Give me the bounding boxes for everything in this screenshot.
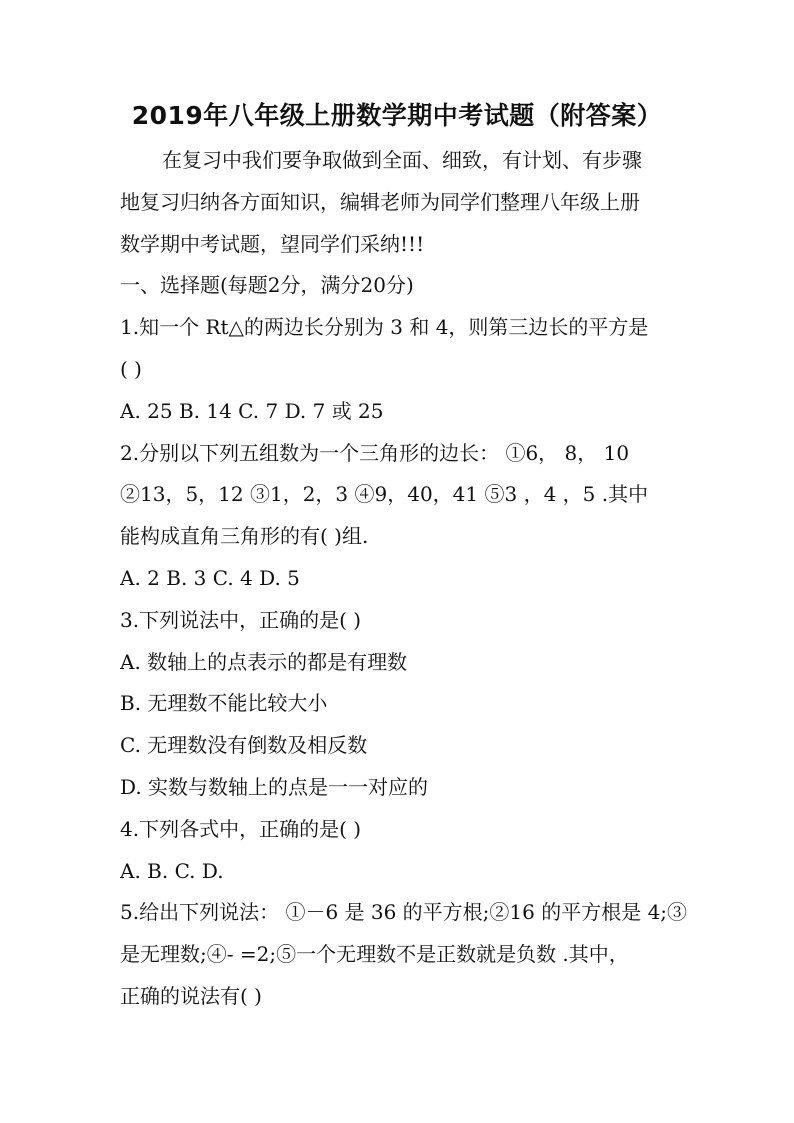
question-2-stem: 2.分别以下列五组数为一个三角形的边长： ①6， 8， 10 xyxy=(120,440,630,465)
section-heading: 一、选择题(每题2分，满分20分) xyxy=(120,273,414,298)
question-3-option-d: D. 实数与数轴上的点是一一对应的 xyxy=(120,774,429,799)
intro-line: 数学期中考试题，望同学们采纳!!! xyxy=(120,231,425,256)
question-3-stem: 3.下列说法中，正确的是( ) xyxy=(120,607,362,632)
question-1-stem: 1.知一个 Rt△的两边长分别为 3 和 4，则第三边长的平方是 xyxy=(120,315,649,340)
question-5-stem: 5.给出下列说法： ①－6 是 36 的平方根;②16 的平方根是 4;③ xyxy=(120,900,688,925)
question-3-option-b: B. 无理数不能比较大小 xyxy=(120,691,328,716)
question-5-stem-end: 正确的说法有( ) xyxy=(120,983,262,1008)
question-4-options: A. B. C. D. xyxy=(120,858,224,883)
question-3-option-a: A. 数轴上的点表示的都是有理数 xyxy=(120,649,408,674)
question-2-stem-continued: ②13，5，12 ③1，2，3 ④9，40，41 ⑤3 ，4 ，5 .其中 xyxy=(120,482,649,507)
question-5-stem-continued: 是无理数;④- =2;⑤一个无理数不是正数就是负数 .其中， xyxy=(120,942,629,967)
question-2-stem-end: 能构成直角三角形的有( )组. xyxy=(120,524,369,549)
intro-line: 地复习归纳各方面知识，编辑老师为同学们整理八年级上册 xyxy=(120,189,640,214)
document-body xyxy=(120,140,690,1018)
question-1-blank: ( ) xyxy=(120,356,142,381)
question-2-options: A. 2 B. 3 C. 4 D. 5 xyxy=(120,565,300,590)
document-title: 2019年八年级上册数学期中考试题（附答案） xyxy=(131,101,663,130)
intro-line: 在复习中我们要争取做到全面、细致，有计划、有步骤 xyxy=(162,148,642,172)
question-3-option-c: C. 无理数没有倒数及相反数 xyxy=(120,733,368,758)
question-4-stem: 4.下列各式中，正确的是( ) xyxy=(120,816,362,841)
question-1-options: A. 25 B. 14 C. 7 D. 7 或 25 xyxy=(120,398,384,423)
